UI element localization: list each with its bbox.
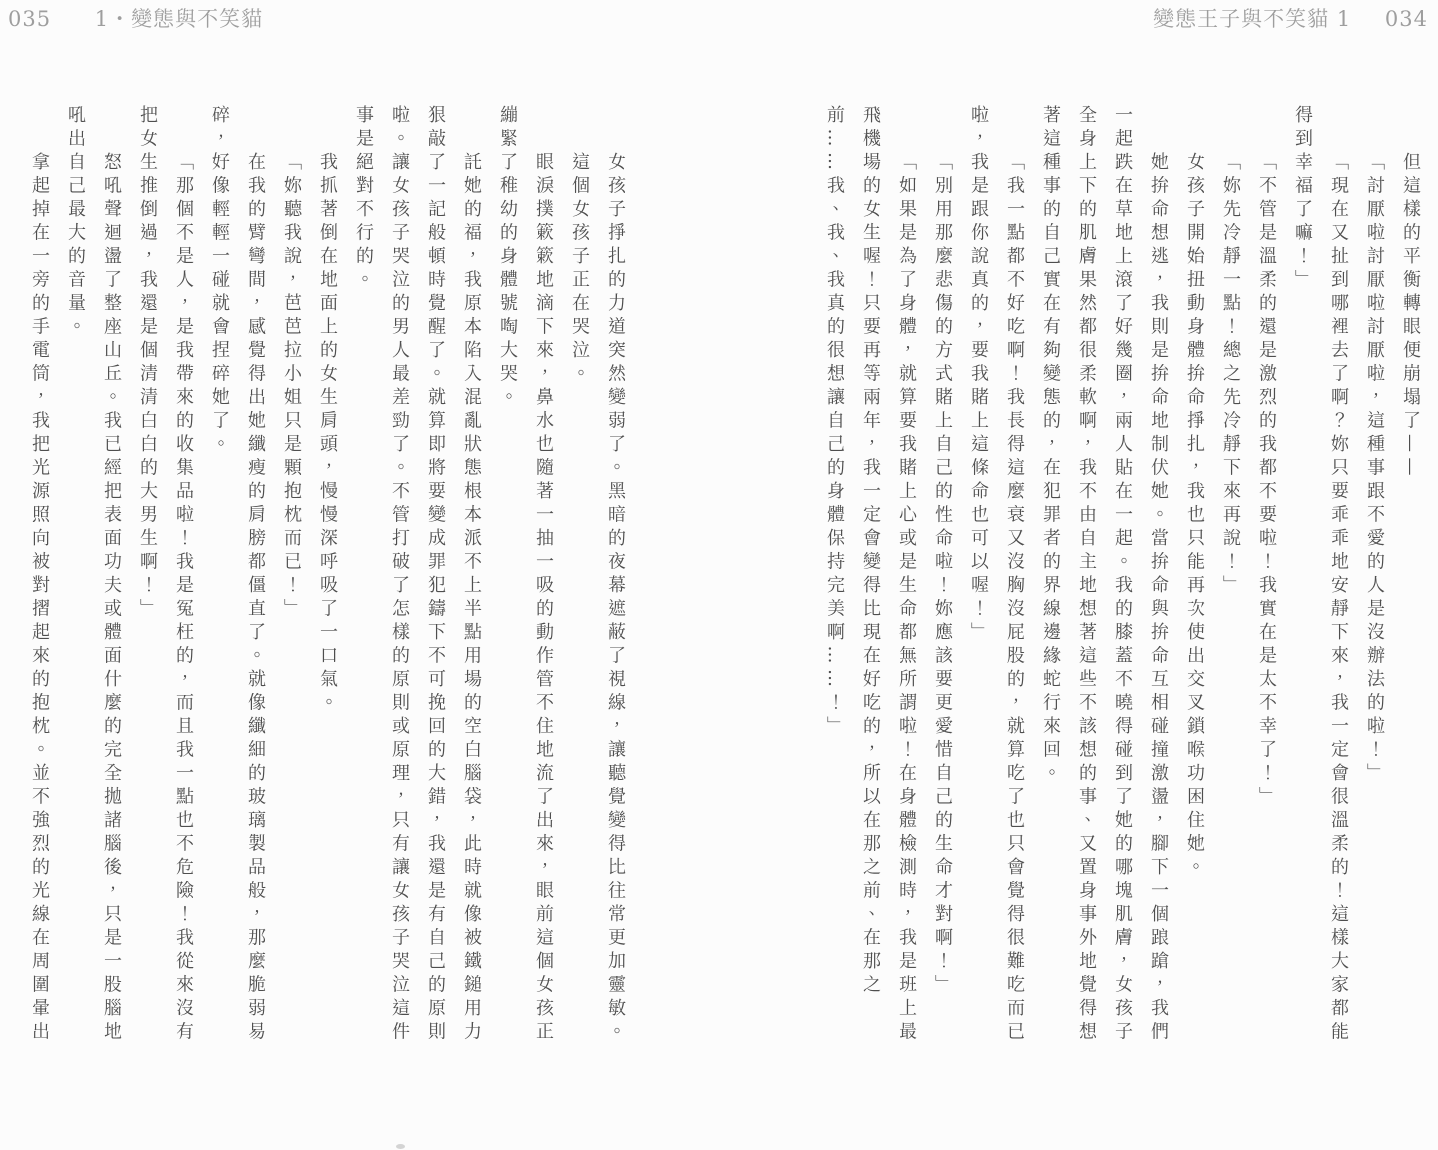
paragraph: 女孩子掙扎的力道突然變弱了。黑暗的夜幕遮蔽了視線，讓聽覺變得比往常更加靈敏。: [605, 152, 626, 1045]
paragraph: 託她的福，我原本陷入混亂狀態根本派不上半點用場的空白腦袋，此時就像被鐵鎚用力狠敲了一記般頓時覺醒了。就算即將要變成罪犯鑄下不可挽回的大錯，我還是有自己的原則啦。讓女孩子哭泣的男人最差勁了。不管打破了怎樣的原則或原理，只有讓女孩子哭泣這件事是絕對不行的。: [353, 105, 482, 1045]
paragraph: 「那個不是人，是我帶來的收集品啦！我是冤枉的，而且我一點也不危險！我從來沒有把女生推倒過，我還是個清清白白的大男生啊！」: [137, 105, 194, 1045]
paragraph: 「不管是溫柔的還是激烈的我都不要啦！我實在是太不幸了！」: [1256, 152, 1277, 810]
paragraph: 拿起掉在一旁的手電筒，我把光源照向被對摺起來的抱枕。並不強烈的光線在周圍暈出: [29, 152, 50, 1045]
page-right-text: [816, 105, 1428, 1045]
running-head-left: [8, 6, 263, 32]
page-number-left: 035: [8, 7, 52, 31]
paragraph: 「如果是為了身體，就算要我賭上心或是生命都無所謂啦！在身體檢測時，我是班上最飛機場的女生喔！只要再等兩年，我一定會變得比現在好吃的，所以在那之前、在那之前……我、我、我真的很想讓自己的身體保持完美啊……！」: [824, 105, 917, 1045]
paragraph: 眼淚撲簌簌地滴下來，鼻水也隨著一抽一吸的動作管不住地流了出來，眼前這個女孩正繃緊了稚幼的身體號啕大哭。: [497, 105, 554, 1045]
paragraph: 女孩子開始扭動身體拚命掙扎，我也只能再次使出交叉鎖喉功困住她。: [1184, 152, 1205, 881]
paragraph: 我抓著倒在地面上的女生肩頭，慢慢深呼吸了一口氣。: [317, 152, 338, 716]
paragraph: 「討厭啦討厭啦討厭啦，這種事跟不愛的人是沒辦法的啦！」: [1364, 152, 1385, 787]
scan-artifact: [396, 1144, 405, 1149]
paragraph: 「我一點都不好吃啊！我長得這麼衰又沒胸沒屁股的，就算吃了也只會覺得很難吃而已啦，我是跟你說真的，要我賭上這條命也可以喔！」: [968, 105, 1025, 1045]
paragraph: 「妳先冷靜一點！總之先冷靜下來再說！」: [1220, 152, 1241, 599]
paragraph: 「妳聽我說，芭芭拉小姐只是顆抱枕而已！」: [281, 152, 302, 622]
paragraph: 怒吼聲迴盪了整座山丘。我已經把表面功夫或體面什麼的完全拋諸腦後，只是一股腦地吼出自己最大的音量。: [65, 105, 122, 1045]
paragraph: 「現在又扯到哪裡去了啊？妳只要乖乖地安靜下來，我一定會很溫柔的！這樣大家都能得到幸福了嘛！」: [1292, 105, 1349, 1045]
page-number-right: 034: [1384, 7, 1428, 31]
paragraph: 在我的臂彎間，感覺得出她纖瘦的肩膀都僵直了。就像纖細的玻璃製品般，那麼脆弱易碎，好像輕輕一碰就會捏碎她了。: [209, 105, 266, 1045]
book-title-right: 變態王子與不笑貓 1: [1153, 7, 1352, 31]
chapter-title-left: 1・變態與不笑貓: [94, 7, 264, 31]
page-left-text: [21, 105, 633, 1045]
running-head-right: [1153, 6, 1428, 32]
paragraph: 但這樣的平衡轉眼便崩塌了——: [1400, 152, 1421, 481]
paragraph: 她拚命想逃，我則是拚命地制伏她。當拚命與拚命互相碰撞激盪，腳下一個踉蹌，我們一起跌在草地上滾了好幾圈，兩人貼在一起。我的膝蓋不曉得碰到了她的哪塊肌膚，女孩子全身上下的肌膚果然都很柔軟啊，我不由自主地想著這些不該想的事、又置身事外地覺得想著這種事的自己實在有夠變態的，在犯罪者的界線邊緣蛇行來回。: [1040, 105, 1169, 1045]
paragraph: 這個女孩子正在哭泣。: [569, 152, 590, 387]
paragraph: 「別用那麼悲傷的方式賭上自己的性命啦！妳應該要更愛惜自己的生命才對啊！」: [932, 152, 953, 998]
